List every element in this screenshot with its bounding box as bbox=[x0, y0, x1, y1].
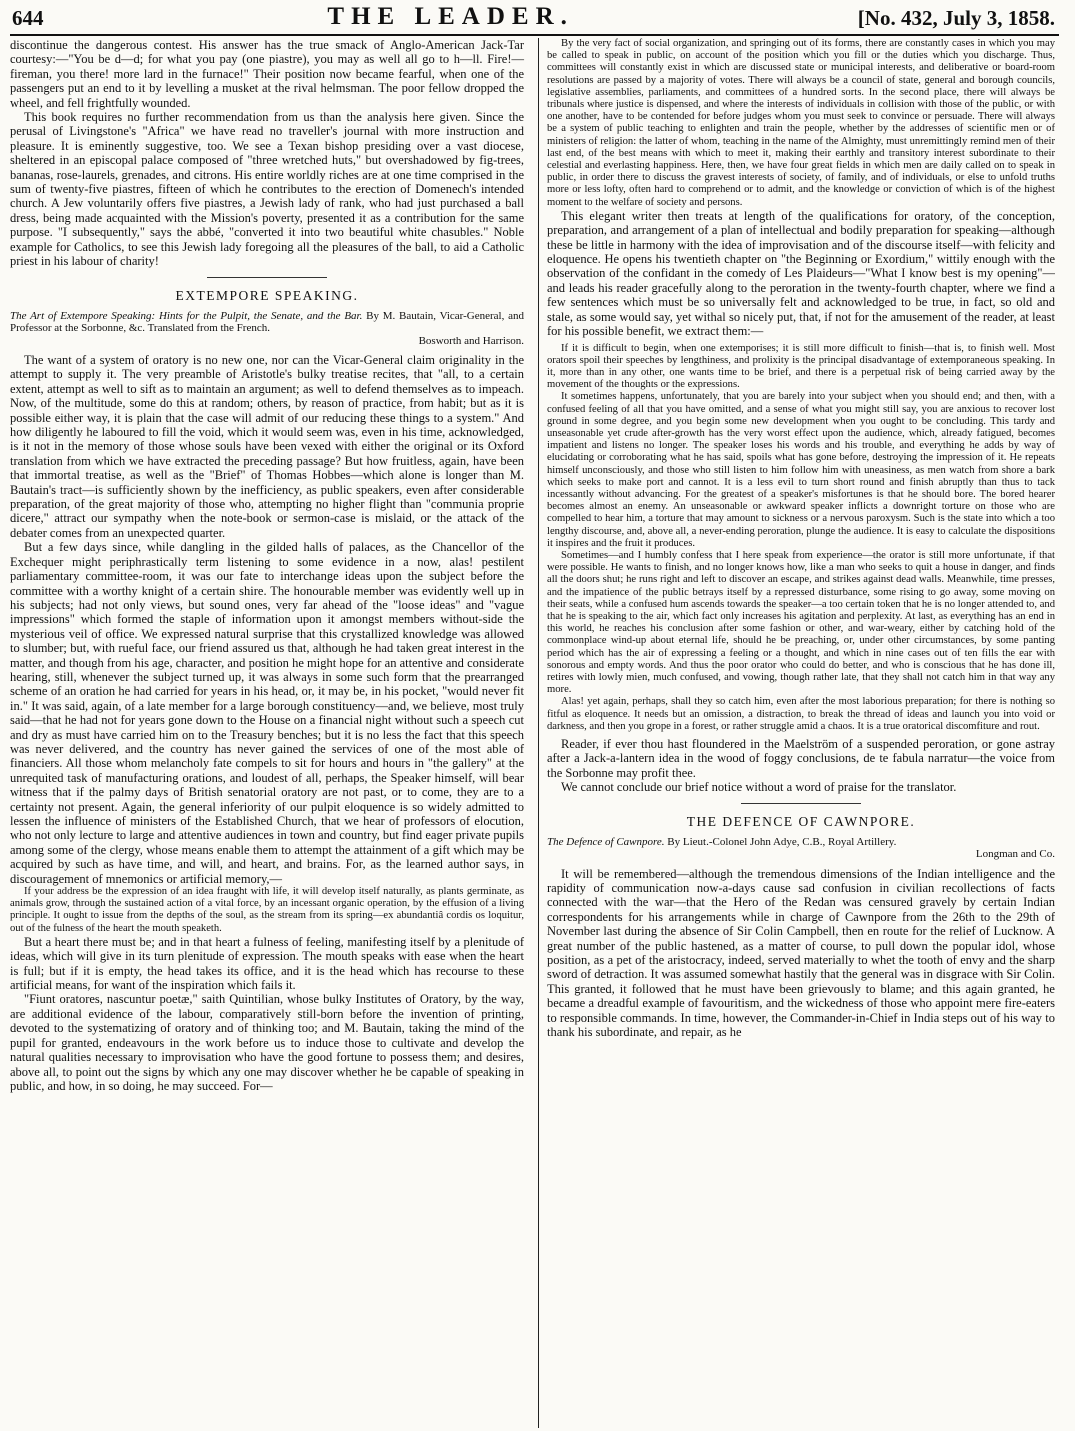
article-paragraph: This elegant writer then treats at length of the qualifications for oratory, of the conception, preparation, and arrangement of a plan of intellectual and bodily preparation for speaking—although these be little in harmony with the idea of improvisation and of the discourse itself—with felicity and eloquence. He opens his twentieth chapter on "the Beginning or Exordium," wittily enough with the observation of the confidant in the comedy of Les Plaideurs—"What I know best is my opening"—and leads his reader gracefully along to the peroration in the twenty-fourth chapter, where we find a few sentences which must be so universally felt and acknowledged to be true, in fact, so old and stale, as some would say, yet withal so nicely put, that, if not for the amusement of the reader, at least for his possible benefit, we extract them:— bbox=[547, 208, 1055, 339]
book-citation bbox=[10, 310, 524, 348]
article-paragraph: We cannot conclude our brief notice without a word of praise for the translator. bbox=[561, 780, 957, 795]
book-publisher: Bosworth and Harrison. bbox=[418, 334, 524, 347]
block-quote: Sometimes—and I humbly confess that I here speak from experience—the orator is still more unfortunate, if that were possible. He wants to finish, and no longer knows how, like a man who seeks to quit a house in danger, and finds all the doors shut; he runs right and left to discover an escape, and strikes against dead walls. Meanwhile, time presses, and the impatience of the public betrays itself by a repressed disturbance, some rising to go away, some moving on their seats, while a confused hum ascends towards the speaker—a too certain token that he is no longer attended to, and that he is speaking to the air, which fact only increases his agitation and perplexity. At last, as everything has an end in this world, he reaches his conclusion after some fashion or other, and war-weary, either by catching hold of the commonplace wind-up about eternal life, should he be preaching, or, under other circumstances, by some panting period which has the air of expressing a feeling or a thought, and which in nine cases out of ten fills the ear with sonorous and empty words. And thus the poor orator who could do better, and who is conscious that he has done ill, retires with lowly mien, much confused, and vowing, though rather late, that they shall not catch him in that way any more. bbox=[547, 549, 1055, 696]
article-paragraph: "Fiunt oratores, nascuntur poetæ," saith Quintilian, whose bulky Institutes of Oratory, by the way, are additional evidence of the labour, comparatively still-born before the invention of printing, devoted to the systematizing of oratory and of thinking too; and M. Bautain, taking the mind of the pupil for granted, endeavours in the work before us to induce those to cultivate and develop the natural qualities necessary to improvisation who have the good fortune to possess them; and desires, above all, to point out the signs by which any one may discover whether he be capable of speaking in public, and how, in so doing, he may succeed. For— bbox=[10, 992, 524, 1093]
newspaper-title: THE LEADER. bbox=[327, 3, 574, 30]
issue-info: [No. 432, July 3, 1858. bbox=[857, 6, 1055, 30]
columns bbox=[10, 38, 1059, 1428]
section-divider bbox=[741, 803, 861, 804]
page-number: 644 bbox=[12, 6, 44, 30]
article-paragraph: This book requires no further recommendation from us than the analysis here given. Since the perusal of Livingstone's "Africa" we have read no traveller's journal with more instruction and pleasure. It is eminently suggestive, too. We see a Texan bishop presiding over a vast diocese, sheltered in an episcopal palace composed of "three wretched huts," but overshadowed by fig-trees, bananas, rose-laurels, grenades, and citrons. His entire worldly riches are at one time comprised in the sum of twenty-five piastres, fifteen of which he contributes to the erection of Domenech's intended church. A Jew voluntarily offers five piastres, a Jewish lady of rank, who had just purchased a ball dress, being made acquainted with the Mission's poverty, presented it as a contribution for the same purpose. "I subsequently," says the abbé, "converted it into two beautiful white chasubles." Noble example for Catholics, to see this Jewish lady foregoing all the pleasures of the ball, to aid a Catholic priest in his labour of charity! bbox=[10, 110, 524, 269]
book-author: By M. Bautain, Vicar-General, and Professor at the Sorbonne, &c. Translated from the French. bbox=[10, 309, 524, 334]
block-quote: Alas! yet again, perhaps, shall they so catch him, even after the most laborious preparation; for there is nothing so fitful as eloquence. It needs but an omission, a distraction, to break the thread of ideas and launch you into void or darkness, and then you grope in a forest, or rather struggle amid a chaos. It is a true oratorical discomfiture and rout. bbox=[547, 696, 1055, 732]
block-quote: If it is difficult to begin, when one extemporises; it is still more difficult to finish—that is, to finish well. Most orators spoil their speeches by lengthiness, and prolixity is the principal disadvantage of extemporaneous speaking. In it, more than in any other, one wants time to be brief, and there is a perpetual risk of being carried away by the movement of the thoughts or the expressions. bbox=[547, 342, 1055, 391]
book-author: By Lieut.-Colonel John Adye, C.B., Royal Artillery. bbox=[667, 835, 897, 848]
article-paragraph: It will be remembered—although the tremendous dimensions of the Indian intelligence and the rapidity of communication now-a-days cause sad confusion in civilian recollections of facts connected with the war—that the Hero of the Redan was censured gravely by certain Indian correspondents for his arrangements while in charge of Cawnpore from the 26th to the 29th of November last during the absence of Sir Colin Campbell, then en route for the relief of Lucknow. A great number of the public hastened, as a matter of course, to pull down the popular idol, whose position, as a pet of the aristocracy, indeed, served materially to whet the tooth of envy and the sharp sword of detraction. It was assumed somewhat hastily that the general was in disgrace with Sir Colin. This granted, it followed that he must have been grievously to blame; and this again granted, he became a dreadful example of favouritism, and the wickedness of those who appoint mere fire-eaters to responsible commands. In time, however, the Commander-in-Chief in India steps out of his way to thank his subordinate, and repair, as he bbox=[547, 866, 1055, 1040]
article-paragraph: Reader, if ever thou hast floundered in the Maelström of a suspended peroration, or gone astray after a Jack-a-lantern idea in the wood of foggy conclusions, de te fabula narratur—the voice from the Sorbonne may profit thee. bbox=[547, 737, 1055, 780]
section-title-cawnpore: THE DEFENCE OF CAWNPORE. bbox=[686, 813, 916, 829]
masthead bbox=[10, 0, 1059, 36]
right-column bbox=[545, 38, 1055, 1428]
block-quote: It sometimes happens, unfortunately, that you are barely into your subject when you should end; and then, with a confused feeling of all that you have omitted, and a sense of what you might still say, you are anxious to recover lost ground in some degree, and you begin some new development when you ought to be concluding. This tardy and unseasonable yet crude after-growth has the very worst effect upon the audience, which, already fatigued, becomes impatient and listens no longer. The speaker loses his words and his trouble, and everything he adds by way of elucidating or corroborating what he has said, spoils what has gone before, destroying the impression of it. He repeats himself unconsciously, and those who still listen to him follow him with uneasiness, as men watch from shore a bark which seeks to make port and cannot. It is a less evil to turn short round and finish abruptly than thus to tack incessantly without advancing. For the greatest of a speaker's misfortunes is that he should bore. The bored hearer becomes almost an enemy. An unseasonable or awkward speaker inflicts a downright torture on those who are compelled to hear him, a torture that may amount to sickness or a nervous paroxysm. Such is the state into which a too lengthy discourse, and, above all, a never-ending peroration, plunge the audience. It is easy to calculate the dispositions it inspires and the fruit it produces. bbox=[547, 391, 1055, 549]
section-divider bbox=[207, 277, 327, 278]
book-title: The Art of Extempore Speaking: Hints for the Pulpit, the Senate, and the Bar. bbox=[10, 309, 363, 322]
left-column bbox=[10, 38, 532, 1428]
book-citation bbox=[547, 836, 1055, 861]
article-paragraph: But a few days since, while dangling in the gilded halls of palaces, as the Chancellor of the Exchequer might periphrastically term listening to some evidence in a now, alas! pestilent parliamentary committee-room, it was our fate to interchange ideas upon the subject before the committee with a worthy knight of a certain shire. The honourable member was evidently well up in his subjects; had not only views, but sound ones, very far ahead of the "loose ideas" and "vague impressions" which formed the staple of information upon it amongst members without-side the mysterious veil of office. We expressed natural surprise that this crystallized knowledge was allowed to slumber; but, with rueful face, our friend assured us that, although he had taken great interest in the matter, and though from his age, character, and position he might hope for an attentive and considerate hearing, still, whenever the subject turned up, it was always in some such form that the prearranged scheme of an oration he had carried for years in his head, or, it may be, in his pocket, "would never fit in." It was said, again, of a late member for a large borough constituency—and, we believe, most truly said—that he had not for years gone down to the House on a financial night without such a speech cut and dry as must have carried him on to the Treasury benches; but it is no less the fact that this speech was never delivered, and the country has never gained the services of one of the most able of financiers. All those whom melancholy fate compels to sit for hours and hours in "the gallery" at the unrequited task of manufacturing orations, and loudest of all, perhaps, the Speaker himself, will bear witness that if the palmy days of British senatorial oratory are not past, or to come, they are to a certainty not present. Again, the general inferiority of our pulpit eloquence is so widely admitted to lessen the influence of ministers of the Established Church, that we hear of professors of elocution, who not only lecture to large and attentive audiences in town and country, but find eager private pupils among some of the clergy, whose means enable them to attempt the attainment of a gift which may be acquired by such as have time, and will, and heart, and brains. For, as the learned author says, in discouragement of mnemonics or artificial memory,— bbox=[10, 540, 524, 886]
section-title-extempore: EXTEMPORE SPEAKING. bbox=[175, 287, 359, 303]
article-paragraph: But a heart there must be; and in that heart a fulness of feeling, manifesting itself by a plenitude of ideas, which will give in its turn plenitude of expression. The mouth speaks with ease when the heart is full; but if it is empty, the head takes its office, and it is the head which has recourse to these artificial means, for want of the inspiration which fails it. bbox=[10, 934, 524, 993]
block-quote: By the very fact of social organization, and springing out of its forms, there are constantly cases in which you may be called to speak in public, on account of the position which you fill or the duties which you discharge. Thus, committees will constantly exist in which are discussed state or municipal interests, and deliberative or board-room resolutions are passed by a majority of votes. There will always be a council of state, general and borough councils, legislative assemblies, parliaments, and committees of a hundred sorts. In the second place, there will always be tribunals where justice is dispensed, and where the interests of individuals in collision with those of the public, or with one another, have to be contended for before judges whom you must seek to convince or persuade. There will always be a system of public teaching to enlighten and train the people, whether by the addresses of scientific men or of ministers of religion: the latter of whom, teaching in the name of the Almighty, must unremittingly remind men of their last end, of the best means with which to meet it, making their earthly and transitory interest subordinate to their celestial and everlasting happiness. Here, then, we have four great fields in which men are daily called on to speak in public, in order there to discuss the gravest interests of society, of family, and of individuals, or else to unfold truths more or less lofty, often hard to comprehend or to admit, and the knowledge or conviction of which is of the highest moment to the welfare of society and persons. bbox=[547, 38, 1055, 208]
article-paragraph: discontinue the dangerous contest. His answer has the true smack of Anglo-American Jack-Tar courtesy:—"You be d—d; for what you pay (one piastre), you may as well all go to h—ll. Fire!—fireman, you there! more lard in the furnace!" Their position now became fearful, when one of the passengers put an end to it by levelling a musket at the rival helmsman. The poor fellow dropped the wheel, and fell frightfully wounded. bbox=[10, 38, 524, 110]
book-publisher: Longman and Co. bbox=[975, 848, 1055, 861]
column-rule bbox=[538, 38, 539, 1428]
block-quote: If your address be the expression of an idea fraught with life, it will develop itself naturally, as plants germinate, as animals grow, through the sustained action of a vital force, by an incessant organic operation, by the effusion of a living principle. It ought to issue from the depths of the soul, as the stream from its spring—ex abundantiâ cordis os loquitur, out of the fulness of the heart the mouth speaketh. bbox=[10, 886, 524, 934]
book-title: The Defence of Cawnpore. bbox=[547, 835, 665, 848]
article-paragraph: The want of a system of oratory is no new one, nor can the Vicar-General claim originality in the attempt to supply it. The very preamble of Aristotle's bulky treatise recites, that "all, to a certain extent, attempt as well to sift as to maintain an argument; as well to defend themselves as to impeach. Now, of the multitude, some do this at random; others, by reason of practice, from habit; but as it is possible either way, it is plain that the case will admit of our reducing these things to a system." And how diligently he laboured to fill the void, which it would seem was, even in his time, acknowledged, is it not in the memory of those whose souls have been vexed with either the original or its Oxford translation from which we have extracted the preceding passage? But how fruitless, again, have been that immortal treatise, as well as the "Brief" of Thomas Hobbes—which alone is longer than M. Bautain's tract—is sufficiently shown by the inefficiency, as public speakers, even after considerable preparation, of the great majority of those who, attempting no higher flight than "communia proprie dicere," attract our sympathy when the note-book or sermon-case is mislaid, or the attack of the debater comes from an unexpected quarter. bbox=[10, 353, 524, 540]
